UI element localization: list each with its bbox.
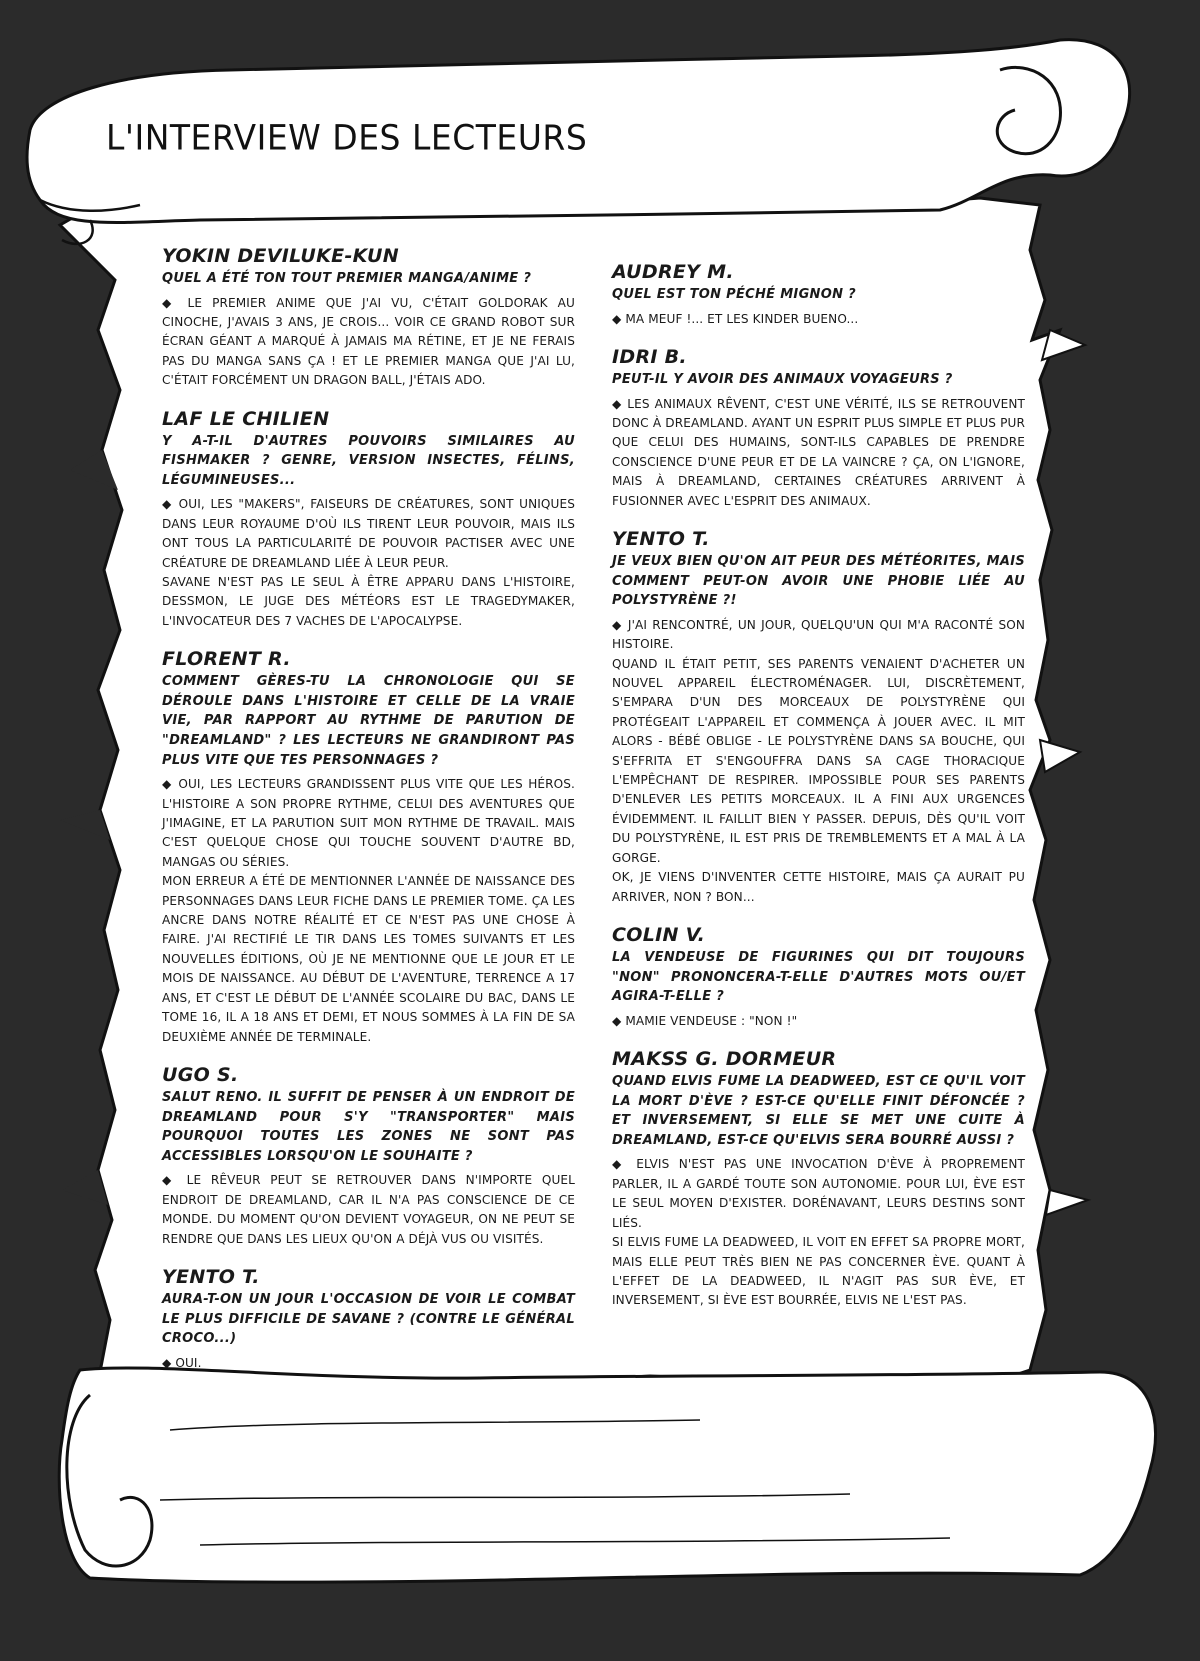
answer-bullet: ◆ (162, 497, 174, 512)
reader-question: Y A-T-IL D'AUTRES POUVOIRS SIMILAIRES AU FISHMAKER ? GENRE, VERSION INSECTES, FÉLINS, LÉGUMINEUSES... (162, 433, 575, 488)
interview-entry (162, 245, 575, 391)
reader-question: QUEL A ÉTÉ TON TOUT PREMIER MANGA/ANIME ? (162, 271, 532, 286)
reader-name: IDRI B. (612, 346, 687, 368)
answer-text: OUI, LES LECTEURS GRANDISSENT PLUS VITE QUE LES HÉROS. L'HISTOIRE A SON PROPRE RYTHME, CELUI DES AVENTURES QUE J'IMAGINE, ET LA PARUTION SUIT MON RYTHME DE TRAVAIL. MAIS C'EST QUELQUE CHOSE QUI TOUCHE SOUVENT D'AUTRE BD, MANGAS OU SÉRIES. MON ERREUR A ÉTÉ DE MENTIONNER L'ANNÉE DE NAISSANCE DES PERSONNAGES DANS LEUR FICHE DANS LE PREMIER TOME. ÇA LES ANCRE DANS NOTRE RÉALITÉ ET CE N'EST PAS UNE CHOSE À FAIRE. J'AI RECTIFIÉ LE TIR DANS LES TOMES SUIVANTS ET LES NOUVELLES ÉDITIONS, OÙ JE NE MENTIONNE QUE LE JOUR ET LE MOIS DE NAISSANCE. AU DÉBUT DE L'AVENTURE, TERRENCE A 17 ANS, ET C'EST LE DÉBUT DE L'ANNÉE SCOLAIRE DU BAC, DANS LE TOME 16, IL A 18 ANS ET DEMI, ET NOUS SOMMES À LA FIN DE SA DEUXIÈME ANNÉE DE TERMINALE. (162, 777, 575, 1044)
reader-question: LA VENDEUSE DE FIGURINES QUI DIT TOUJOURS "NON" PRONONCERA-T-ELLE D'AUTRES MOTS OU/ET AGIRA-T-ELLE ? (612, 949, 1025, 1005)
answer-text: LE PREMIER ANIME QUE J'AI VU, C'ÉTAIT GOLDORAK AU CINOCHE, J'AVAIS 3 ANS, JE CROIS... VOIR CE GRAND ROBOT SUR ÉCRAN GÉANT A MARQUÉ À JAMAIS MA RÉTINE, ET JE NE FERAIS PAS DU MANGA SANS ÇA ! ET LE PREMIER MANGA QUE J'AI LU, C'ÉTAIT FORCÉMENT UN DRAGON BALL, J'ÉTAIS ADO. (162, 295, 575, 388)
answer-bullet: ◆ (612, 1013, 622, 1028)
answer-text: ELVIS N'EST PAS UNE INVOCATION D'ÈVE À PROPREMENT PARLER, IL A GARDÉ TOUTE SON AUTONOMIE. POUR LUI, ÈVE EST LE SEUL MOYEN D'EXISTER. DORÉNAVANT, LEURS DESTINS SONT LIÉS. SI ELVIS FUME LA DEADWEED, IL VOIT EN EFFET SA PROPRE MORT, MAIS ELLE PEUT TRÈS BIEN NE PAS CONCERNER ÈVE. QUANT À L'EFFET DE LA DEADWEED, IL N'AGIT PAS SUR ÈVE, ET INVERSEMENT, SI ÈVE EST BOURRÉE, ELVIS NE L'EST PAS. (612, 1157, 1025, 1308)
answer-bullet: ◆ (162, 1355, 172, 1370)
reader-question: COMMENT GÈRES-TU LA CHRONOLOGIE QUI SE DÉROULE DANS L'HISTOIRE ET CELLE DE LA VRAIE VIE, PAR RAPPORT AU RYTHME DE PARUTION DE "DREAMLAND" ? LES LECTEURS NE GRANDIRONT PAS PLUS VITE QUE TES PERSONNAGES ? (162, 674, 575, 768)
author-answer (162, 294, 575, 391)
reader-question: SALUT RENO. IL SUFFIT DE PENSER À UN ENDROIT DE DREAMLAND POUR S'Y "TRANSPORTER" MAIS POURQUOI TOUTES LES ZONES NE SONT PAS ACCESSIBLES LORSQU'ON LE SOUHAITE ? (162, 1089, 575, 1164)
author-answer (162, 1354, 575, 1373)
reader-name: COLIN V. (612, 923, 706, 946)
answer-bullet: ◆ (162, 777, 173, 792)
reader-question: PEUT-IL Y AVOIR DES ANIMAUX VOYAGEURS ? (612, 372, 953, 387)
author-answer (612, 616, 1025, 907)
interview-entry (162, 408, 575, 632)
interview-entry (162, 1266, 575, 1373)
reader-name: AUDREY M. (612, 261, 734, 283)
answer-bullet: ◆ (612, 311, 622, 326)
answer-bullet: ◆ (612, 617, 623, 632)
author-answer (612, 310, 1025, 329)
answer-text: OUI. (175, 1355, 202, 1370)
interview-entry (162, 648, 575, 1047)
answer-text: MAMIE VENDEUSE : "NON !" (625, 1013, 798, 1028)
reader-name: UGO S. (162, 1063, 239, 1086)
scroll-roll-bottom (59, 1368, 1155, 1582)
reader-name: YOKIN DEVILUKE-KUN (162, 245, 399, 267)
author-answer (162, 775, 575, 1047)
reader-name: FLORENT R. (162, 648, 291, 671)
answer-text: LE RÊVEUR PEUT SE RETROUVER DANS N'IMPORTE QUEL ENDROIT DE DREAMLAND, CAR IL N'A PAS CONSCIENCE DE CE MONDE. DU MOMENT QU'ON DEVIENT VOYAGEUR, ON NE PEUT SE RENDRE QUE DANS LES LIEUX QU'ON A DÉJÀ VUS OU VISITÉS. (162, 1173, 575, 1246)
author-answer (612, 1012, 1025, 1031)
right-column (612, 261, 1025, 1328)
answer-text: OUI, LES "MAKERS", FAISEURS DE CRÉATURES, SONT UNIQUES DANS LEUR ROYAUME D'OÙ ILS TIRENT LEUR POUVOIR, MAIS ILS ONT TOUS LA PARTICULARITÉ DE POUVOIR PACTISER AVEC UNE CRÉATURE DE DREAMLAND LIÉE À LEUR PEUR. SAVANE N'EST PAS LE SEUL À ÊTRE APPARU DANS L'HISTOIRE, DESSMON, LE JUGE DES MÉTÉORS EST LE TRAGEDYMAKER, L'INVOCATEUR DES 7 VACHES DE L'APOCALYPSE. (162, 497, 576, 628)
answer-text: MA MEUF !... ET LES KINDER BUENO... (625, 311, 859, 326)
author-answer (612, 1155, 1025, 1310)
answer-bullet: ◆ (162, 1173, 178, 1188)
author-answer (162, 495, 575, 631)
answer-bullet: ◆ (162, 295, 178, 310)
author-answer (612, 395, 1025, 511)
answer-bullet: ◆ (612, 1157, 627, 1172)
reader-name: YENTO T. (612, 528, 710, 551)
reader-question: JE VEUX BIEN QU'ON AIT PEUR DES MÉTÉORITES, MAIS COMMENT PEUT-ON AVOIR UNE PHOBIE LIÉE AU POLYSTYRÈNE ?! (612, 554, 1025, 609)
interview-entry (612, 924, 1025, 1031)
interview-entry (612, 528, 1025, 907)
interview-entry (612, 261, 1025, 329)
left-column (162, 245, 575, 1390)
answer-text: LES ANIMAUX RÊVENT, C'EST UNE VÉRITÉ, ILS SE RETROUVENT DONC À DREAMLAND. AYANT UN ESPRIT PLUS SIMPLE ET PLUS PUR QUE CELUI DES HUMAINS, SONT-ILS CAPABLES DE PRENDRE CONSCIENCE D'UNE PEUR ET DE LA VAINCRE ? ÇA, ON L'IGNORE, MAIS À DREAMLAND, CERTAINES CRÉATURES ARRIVENT À FUSIONNER AVEC L'ESPRIT DES ANIMAUX. (612, 396, 1025, 508)
reader-question: QUEL EST TON PÉCHÉ MIGNON ? (612, 287, 856, 302)
reader-question: AURA-T-ON UN JOUR L'OCCASION DE VOIR LE COMBAT LE PLUS DIFFICILE DE SAVANE ? (CONTRE LE GÉNÉRAL CROCO...) (162, 1291, 575, 1347)
reader-name: MAKSS G. DORMEUR (612, 1048, 837, 1071)
interview-entry (162, 1064, 575, 1249)
answer-bullet: ◆ (612, 396, 623, 411)
reader-name: LAF LE CHILIEN (162, 407, 330, 430)
author-answer (162, 1171, 575, 1249)
page-title: L'INTERVIEW DES LECTEURS (106, 117, 588, 158)
interview-entry (612, 346, 1025, 511)
reader-question: QUAND ELVIS FUME LA DEADWEED, EST CE QU'IL VOIT LA MORT D'ÈVE ? EST-CE QU'ELLE FINIT DÉFONCÉE ? ET INVERSEMENT, SI ELLE SE MET UNE CUITE À DREAMLAND, EST-CE QU'ELVIS SERA BOURRÉ AUSSI ? (612, 1074, 1025, 1148)
reader-name: YENTO T. (162, 1265, 260, 1288)
answer-text: J'AI RENCONTRÉ, UN JOUR, QUELQU'UN QUI M'A RACONTÉ SON HISTOIRE. QUAND IL ÉTAIT PETIT, SES PARENTS VENAIENT D'ACHETER UN NOUVEL APPAREIL ÉLECTROMÉNAGER. LUI, DISCRÈTEMENT, S'EMPARA D'UN DES MORCEAUX DE POLYSTYRÈNE QUI PROTÉGEAIT L'APPAREIL ET COMMENÇA À JOUER AVEC. IL MIT ALORS - BÉBÉ OBLIGE - LE POLYSTYRÈNE DANS SA BOUCHE, QUI S'EFFRITA ET S'ENGOUFFRA DANS SA CAGE THORACIQUE L'EMPÊCHANT DE RESPIRER. IMPOSSIBLE POUR SES PARENTS D'ENLEVER LES PETITS MORCEAUX. IL A FINI AUX URGENCES ÉVIDEMMENT. IL FAILLIT BIEN Y PASSER. DEPUIS, DÈS QU'IL VOIT DU POLYSTYRÈNE, IL EST PRIS DE TREMBLEMENTS ET A MAL À LA GORGE. OK, JE VIENS D'INVENTER CETTE HISTOIRE, MAIS ÇA AURAIT PU ARRIVER, NON ? BON... (612, 617, 1025, 904)
interview-entry (612, 1048, 1025, 1311)
torn-edge-right (1040, 330, 1088, 1215)
